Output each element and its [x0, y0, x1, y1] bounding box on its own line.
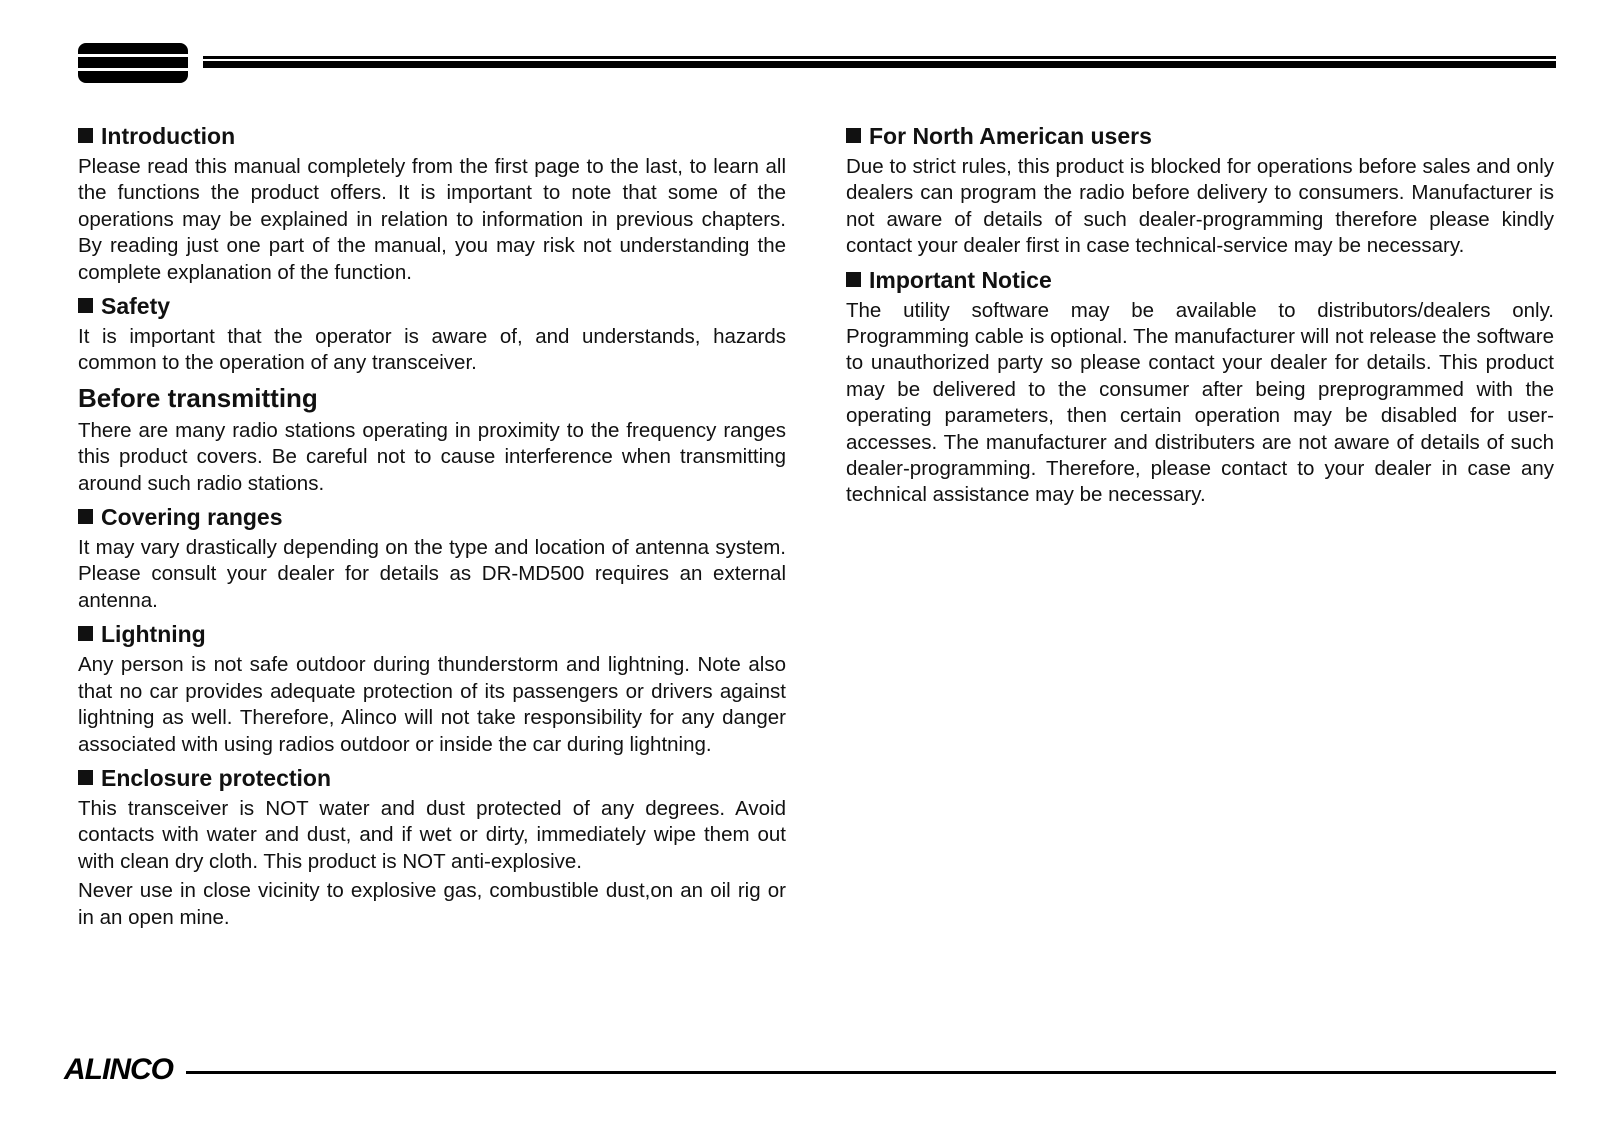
square-bullet-icon: [78, 509, 93, 524]
right-column: [846, 121, 1554, 514]
covering-ranges-text: It may vary drastically depending on the type and location of antenna system. Please consult your dealer for details as DR-MD500 requires an external antenna.: [78, 536, 786, 612]
safety-text: It is important that the operator is aware of, and understands, hazards common to the operation of any transceiver.: [78, 325, 786, 375]
covering-ranges-heading: Covering ranges: [78, 502, 786, 532]
enclosure-protection-text-2: Never use in close vicinity to explosive gas, combustible dust,on an oil rig or in an open mine.: [78, 879, 786, 929]
square-bullet-icon: [78, 298, 93, 313]
important-notice-heading: Important Notice: [846, 265, 1554, 295]
alinco-logo: ALINCO: [64, 1053, 173, 1086]
lightning-section: [78, 619, 786, 758]
north-american-text: Due to strict rules, this product is blocked for operations before sales and only dealers can program the radio before delivery to consumers. Manufacturer is not aware of details of such dealer-programming therefore please kindly contact your dealer first in case technical-service may be necessary.: [846, 155, 1554, 258]
footer-rule: [186, 1071, 1556, 1074]
enclosure-protection-section: [78, 763, 786, 931]
north-american-heading: For North American users: [846, 121, 1554, 151]
introduction-section: [78, 121, 786, 286]
important-notice-text: The utility software may be available to distributors/dealers only. Programming cable is optional. The manufacturer will not release the software to unauthorized party so please contact your dealer for details. This product may be delivered to the consumer after being preprogrammed with the operating parameters, then certain operation may be disabled for user-accesses. The manufacturer and distributers are not aware of details of such dealer-programming. Therefore, please contact to your dealer in case any technical assistance may be necessary.: [846, 298, 1554, 507]
square-bullet-icon: [78, 128, 93, 143]
lightning-heading: Lightning: [78, 619, 786, 649]
covering-ranges-section: [78, 502, 786, 614]
introduction-heading: Introduction: [78, 121, 786, 151]
before-transmitting-text: There are many radio stations operating in proximity to the frequency ranges this product covers. Be careful not to cause interference when transmitting around such radio stations.: [78, 418, 786, 495]
enclosure-protection-text-1: This transceiver is NOT water and dust protected of any degrees. Avoid contacts with water and dust, and if wet or dirty, immediately wipe them out with clean dry cloth. This product is NOT anti-explosive.: [78, 796, 786, 873]
lightning-text: Any person is not safe outdoor during thunderstorm and lightning. Note also that no car provides adequate protection of its passengers or drivers against lightning as well. Therefore, Alinco will not take responsibility for any danger associated with using radios outdoor or inside the car during lightning.: [78, 653, 786, 756]
square-bullet-icon: [78, 626, 93, 641]
before-transmitting-heading: Before transmitting: [78, 382, 318, 413]
north-american-section: [846, 121, 1554, 260]
square-bullet-icon: [846, 272, 861, 287]
header-rule-thin: [203, 56, 1556, 59]
header-tab-decoration: [78, 43, 188, 83]
square-bullet-icon: [846, 128, 861, 143]
enclosure-protection-heading: Enclosure protection: [78, 763, 786, 793]
safety-heading: Safety: [78, 291, 786, 321]
header-rule-thick: [203, 61, 1556, 68]
left-column: [78, 121, 786, 936]
introduction-text: Please read this manual completely from the first page to the last, to learn all the functions the product offers. It is important to note that some of the operations may be explained in relation to information in previous chapters. By reading just one part of the manual, you may risk not understanding the complete explanation of the function.: [78, 155, 786, 284]
before-transmitting-section: [78, 382, 786, 497]
safety-section: [78, 291, 786, 377]
important-notice-section: [846, 265, 1554, 509]
square-bullet-icon: [78, 770, 93, 785]
